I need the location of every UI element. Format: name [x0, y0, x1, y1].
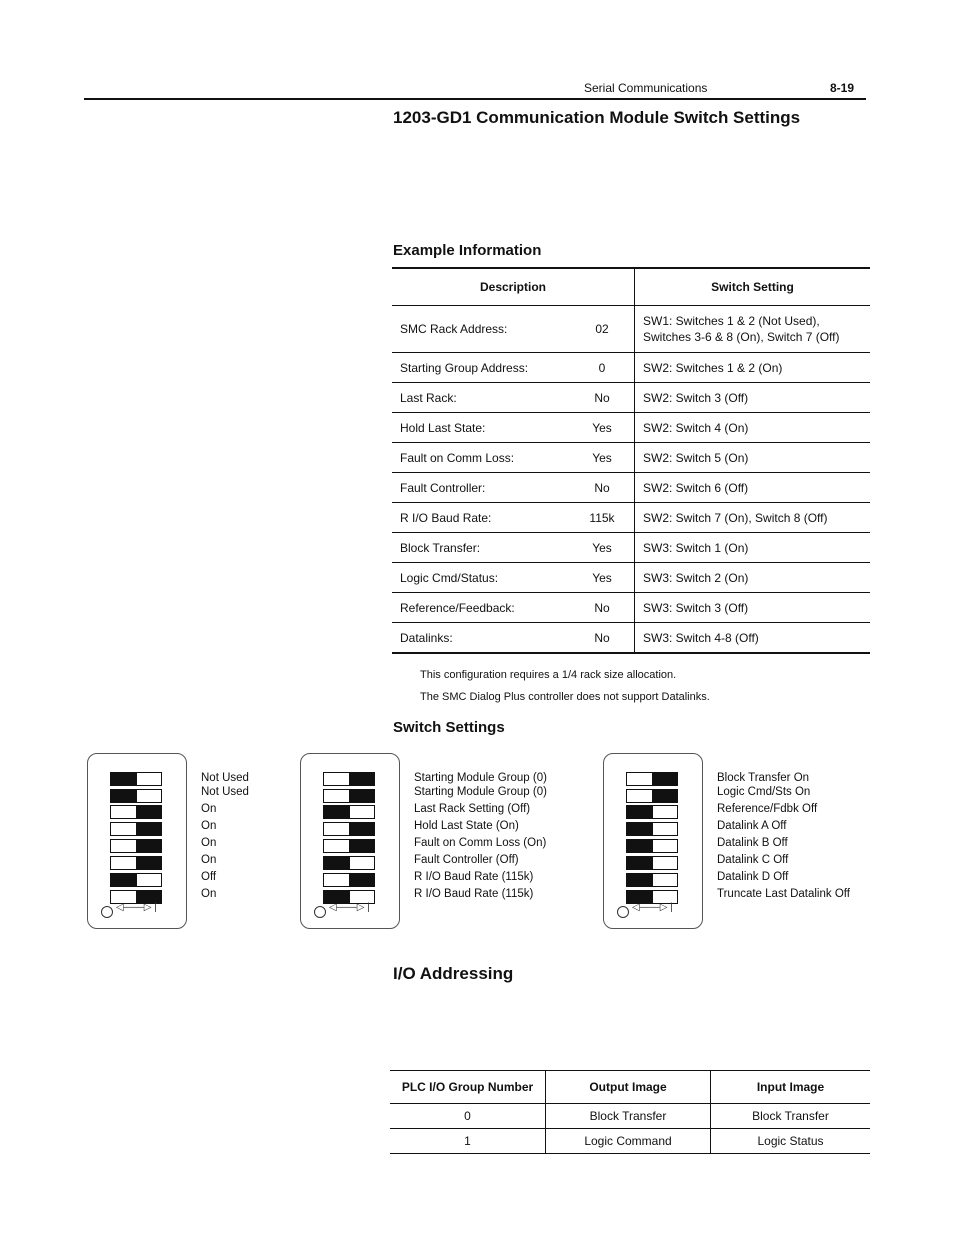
example-row-label: SMC Rack Address:: [392, 306, 570, 353]
dip-direction-arrow-icon: ◁——▷ |: [329, 902, 370, 913]
switch-label: Not Used: [201, 786, 249, 798]
dip-switch-knob: [136, 823, 162, 835]
dip-switch-7: [626, 873, 678, 887]
example-row-setting: SW3: Switch 2 (On): [635, 563, 871, 593]
dip-switch-6: [110, 856, 162, 870]
example-row-label: Logic Cmd/Status:: [392, 563, 570, 593]
dip-switch-3: [110, 805, 162, 819]
switch-label: Last Rack Setting (Off): [414, 803, 531, 815]
switch-label: Datalink D Off: [717, 871, 789, 883]
example-row-value: Yes: [570, 413, 635, 443]
dip-switch-knob: [627, 806, 653, 818]
example-row-label: Datalinks:: [392, 623, 570, 654]
io-row-output: Logic Command: [546, 1129, 711, 1154]
header-section-title: Serial Communications: [584, 81, 708, 95]
switch-label: Starting Module Group (0): [414, 772, 547, 784]
dip-switch-knob: [349, 823, 375, 835]
dip-switch-7: [110, 873, 162, 887]
switch-label: Block Transfer On: [717, 772, 810, 784]
switch-label: Fault Controller (Off): [414, 854, 519, 866]
switch-label: Datalink B Off: [717, 837, 788, 849]
example-row: [392, 533, 870, 563]
dip-switch-knob: [136, 840, 162, 852]
example-row-setting: SW3: Switch 4-8 (Off): [635, 623, 871, 654]
example-row: [392, 473, 870, 503]
dip-switch-knob: [652, 773, 678, 785]
switch-label: Logic Cmd/Sts On: [717, 786, 811, 798]
dip-indicator-circle: [617, 906, 629, 918]
switch-label: On: [201, 820, 217, 832]
dip-switch-knob: [349, 840, 375, 852]
example-row-label: Last Rack:: [392, 383, 570, 413]
io-row-input: Logic Status: [711, 1129, 871, 1154]
dip-switch-knob: [111, 874, 137, 886]
example-row-value: 0: [570, 353, 635, 383]
example-row-value: Yes: [570, 563, 635, 593]
example-row-value: Yes: [570, 443, 635, 473]
dip-switch-bank-sw1: [87, 753, 187, 929]
dip-switch-knob: [627, 874, 653, 886]
dip-switch-4: [110, 822, 162, 836]
switch-label: Not Used: [201, 772, 249, 784]
io-row-input: Block Transfer: [711, 1104, 871, 1129]
dip-switch-5: [626, 839, 678, 853]
dip-switch-knob: [627, 857, 653, 869]
dip-switch-1: [110, 772, 162, 786]
example-row: [392, 563, 870, 593]
example-row-setting: SW2: Switch 4 (On): [635, 413, 871, 443]
switch-label: On: [201, 837, 217, 849]
switch-label: On: [201, 854, 217, 866]
example-row: [392, 593, 870, 623]
switch-label: Datalink A Off: [717, 820, 787, 832]
dip-switch-4: [323, 822, 375, 836]
dip-switch-1: [323, 772, 375, 786]
example-row: [392, 503, 870, 533]
header-rule: [84, 98, 866, 100]
dip-indicator-circle: [314, 906, 326, 918]
dip-switch-knob: [627, 823, 653, 835]
dip-switch-bank-sw2: [300, 753, 400, 929]
example-row-setting: SW3: Switch 3 (Off): [635, 593, 871, 623]
dip-direction-arrow-icon: ◁——▷ |: [632, 902, 673, 913]
example-row: [392, 413, 870, 443]
example-row: [392, 623, 870, 654]
example-row-setting: SW2: Switches 1 & 2 (On): [635, 353, 871, 383]
dip-switch-knob: [324, 857, 350, 869]
example-row-label: Reference/Feedback:: [392, 593, 570, 623]
header-page-number: 8-19: [830, 81, 855, 95]
dip-switch-6: [626, 856, 678, 870]
switch-label: Starting Module Group (0): [414, 786, 547, 798]
example-row: [392, 306, 870, 353]
dip-switch-4: [626, 822, 678, 836]
input-image-column-header: Input Image: [711, 1071, 871, 1104]
switch-label: R I/O Baud Rate (115k): [414, 871, 534, 883]
example-row-value: No: [570, 383, 635, 413]
switch-label: Off: [201, 871, 217, 883]
dip-switch-2: [323, 789, 375, 803]
example-row-setting: SW1: Switches 1 & 2 (Not Used), Switches 3-6 & 8 (On), Switch 7 (Off): [635, 306, 871, 353]
switch-settings-heading: Switch Settings: [393, 719, 505, 736]
example-row-label: Block Transfer:: [392, 533, 570, 563]
plc-group-column-header: PLC I/O Group Number: [390, 1071, 546, 1104]
example-row-setting: SW2: Switch 5 (On): [635, 443, 871, 473]
dip-switch-knob: [627, 840, 653, 852]
example-row-setting: SW2: Switch 7 (On), Switch 8 (Off): [635, 503, 871, 533]
switch-label: R I/O Baud Rate (115k): [414, 888, 534, 900]
example-row-value: Yes: [570, 533, 635, 563]
switch-label: On: [201, 803, 217, 815]
example-table-header: [392, 268, 870, 306]
dip-switch-5: [323, 839, 375, 853]
dip-switch-2: [626, 789, 678, 803]
dip-switch-knob: [111, 790, 137, 802]
description-column-header: Description: [392, 268, 635, 306]
example-row-label: Fault Controller:: [392, 473, 570, 503]
example-row-label: Fault on Comm Loss:: [392, 443, 570, 473]
example-row: [392, 383, 870, 413]
dip-switch-7: [323, 873, 375, 887]
dip-switch-knob: [111, 773, 137, 785]
dip-switch-knob: [652, 790, 678, 802]
io-row-output: Block Transfer: [546, 1104, 711, 1129]
dip-switch-bank-sw3: [603, 753, 703, 929]
dip-switch-knob: [136, 806, 162, 818]
page-title: 1203-GD1 Communication Module Switch Settings: [393, 108, 801, 127]
switch-label: Fault on Comm Loss (On): [414, 837, 547, 849]
example-row-value: 115k: [570, 503, 635, 533]
dip-switch-2: [110, 789, 162, 803]
switch-label: Hold Last State (On): [414, 820, 519, 832]
example-row: [392, 443, 870, 473]
example-row-label: Starting Group Address:: [392, 353, 570, 383]
example-row-label: R I/O Baud Rate:: [392, 503, 570, 533]
switch-label: Truncate Last Datalink Off: [717, 888, 850, 900]
example-row-setting: SW2: Switch 6 (Off): [635, 473, 871, 503]
example-heading: Example Information: [393, 242, 542, 259]
switch-label: On: [201, 888, 217, 900]
example-row-value: No: [570, 593, 635, 623]
dip-switch-3: [323, 805, 375, 819]
output-image-column-header: Output Image: [546, 1071, 711, 1104]
dip-switch-knob: [349, 790, 375, 802]
note-datalinks: The SMC Dialog Plus controller does not support Datalinks.: [420, 691, 710, 703]
setting-column-header: Switch Setting: [635, 268, 871, 306]
example-row-value: No: [570, 623, 635, 654]
example-row-label: Hold Last State:: [392, 413, 570, 443]
dip-switch-knob: [136, 857, 162, 869]
dip-direction-arrow-icon: ◁——▷ |: [116, 902, 157, 913]
switch-label: Datalink C Off: [717, 854, 789, 866]
dip-switch-5: [110, 839, 162, 853]
dip-switch-3: [626, 805, 678, 819]
io-addressing-heading: I/O Addressing: [393, 964, 514, 983]
example-row-value: 02: [570, 306, 635, 353]
example-row-value: No: [570, 473, 635, 503]
io-row-group: 0: [390, 1104, 546, 1129]
dip-switch-1: [626, 772, 678, 786]
example-row-setting: SW3: Switch 1 (On): [635, 533, 871, 563]
note-rack-allocation: This configuration requires a 1/4 rack size allocation.: [420, 669, 677, 681]
example-row: [392, 353, 870, 383]
example-table: [392, 267, 870, 654]
io-row-group: 1: [390, 1129, 546, 1154]
dip-indicator-circle: [101, 906, 113, 918]
io-row: [390, 1129, 870, 1154]
example-row-setting: SW2: Switch 3 (Off): [635, 383, 871, 413]
switch-label: Reference/Fdbk Off: [717, 803, 818, 815]
dip-switch-knob: [349, 874, 375, 886]
dip-switch-6: [323, 856, 375, 870]
dip-switch-knob: [324, 806, 350, 818]
io-addressing-table: [390, 1070, 870, 1154]
dip-switch-knob: [349, 773, 375, 785]
io-row: [390, 1104, 870, 1129]
